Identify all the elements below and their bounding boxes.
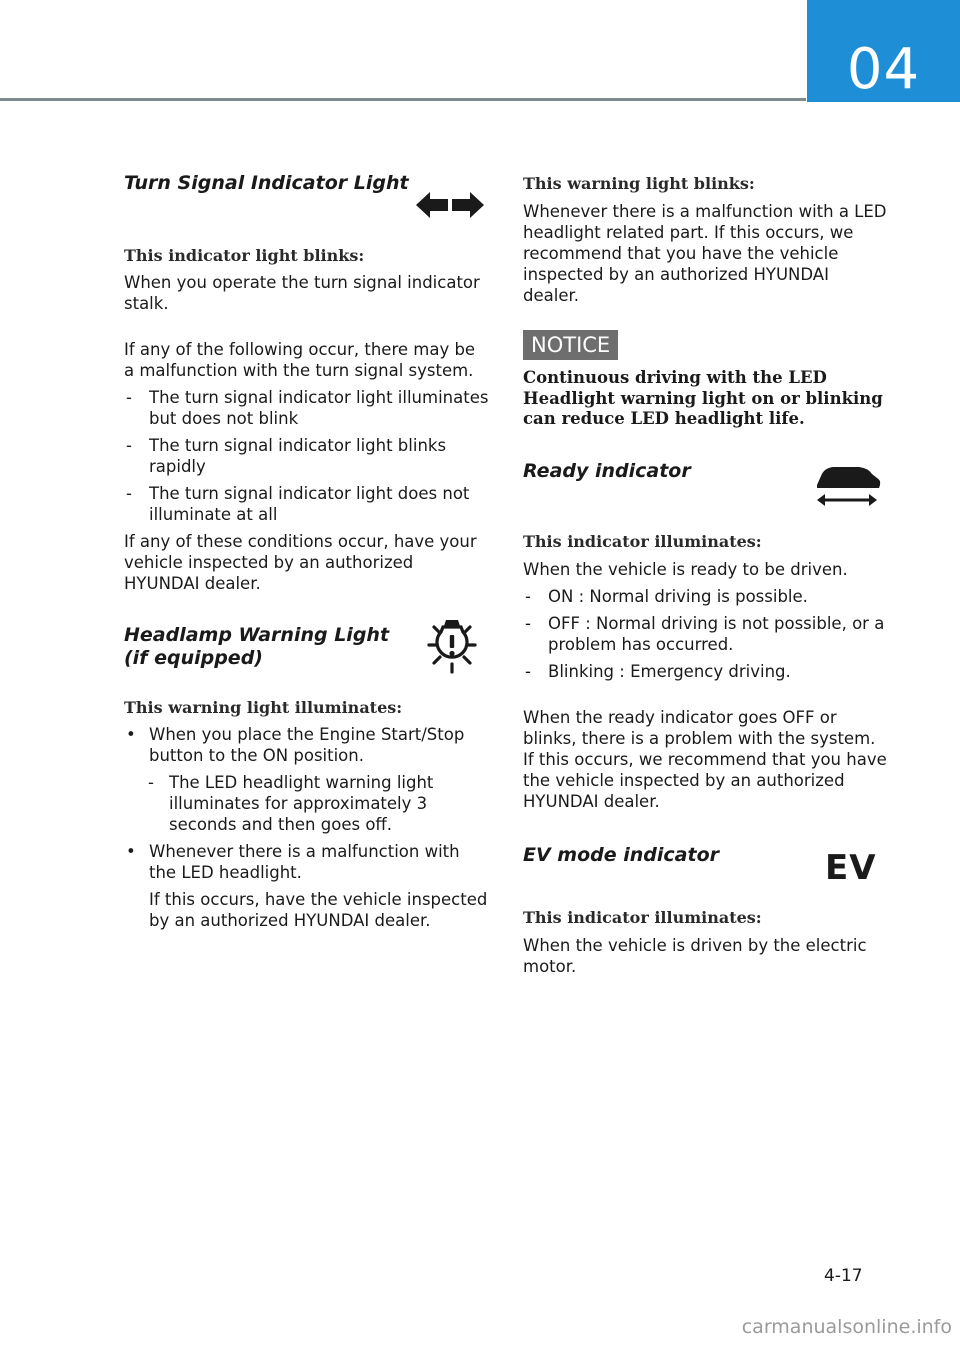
list-item: - The LED headlight warning light illuminates for approximately 3 seconds and then goes off. — [148, 773, 434, 834]
notice-label: NOTICE — [523, 330, 618, 360]
list-item: • When you place the Engine Start/Stop button to the ON position. — [126, 725, 465, 765]
right-column — [523, 174, 889, 977]
ready-section — [523, 460, 889, 524]
list-item: - The turn signal indicator light blinks rapidly — [126, 436, 447, 476]
headlamp-note: If this occurs, have the vehicle inspected by an authorized HYUNDAI dealer. — [149, 890, 488, 930]
list-item: - The turn signal indicator light does not illuminate at all — [126, 484, 470, 524]
list-item: - Blinking : Emergency driving. — [525, 661, 791, 681]
ev-mode-icon: EV — [825, 847, 877, 888]
ev-title: EV mode indicator — [523, 843, 719, 866]
turn-signal-paragraph-2: If any of the following occur, there may be a malfunction with the turn signal system. — [124, 340, 476, 380]
turn-signal-section — [124, 168, 490, 228]
turn-signal-subheading: This indicator light blinks: — [124, 246, 365, 265]
chapter-tab: 04 — [807, 0, 960, 102]
turn-signal-paragraph-1: When you operate the turn signal indicator stalk. — [124, 273, 480, 313]
blinks-paragraph: Whenever there is a malfunction with a LED headlight related part. If this occurs, we recommend that you have the vehicle inspected by an authorized HYUNDAI dealer. — [523, 202, 887, 305]
turn-signal-title: Turn Signal Indicator Light — [124, 172, 409, 194]
ready-title: Ready indicator — [523, 459, 691, 482]
ev-section — [523, 844, 889, 906]
ev-paragraph: When the vehicle is driven by the electric motor. — [523, 935, 867, 976]
watermark: carmanualsonline.info — [741, 1316, 952, 1338]
headlamp-subheading: This warning light illuminates: — [124, 698, 403, 717]
ready-paragraph-2: When the ready indicator goes OFF or blinks, there is a problem with the system. If this occurs, we recommend that you have the vehicle inspected by an authorized HYUNDAI dealer. — [523, 707, 887, 811]
page-number: 4-17 — [824, 1266, 863, 1286]
ready-subheading: This indicator illuminates: — [523, 531, 762, 551]
notice-text: Continuous driving with the LED Headlight warning light on or blinking can reduce LED headlight life. — [523, 368, 883, 428]
ready-paragraph-1: When the vehicle is ready to be driven. — [523, 559, 848, 579]
list-item: - OFF : Normal driving is not possible, or a problem has occurred. — [525, 613, 885, 654]
headlamp-title-line1: Headlamp Warning Light — [124, 624, 390, 646]
blinks-subheading: This warning light blinks: — [523, 174, 755, 193]
ev-subheading: This indicator illuminates: — [523, 907, 762, 927]
turn-signal-arrows-icon — [416, 190, 484, 224]
header-rule — [0, 98, 806, 101]
list-item: • Whenever there is a malfunction with the LED headlight. — [126, 842, 460, 882]
headlamp-warning-icon — [424, 616, 480, 678]
notice-box — [523, 330, 889, 430]
headlamp-section — [124, 624, 490, 686]
ready-car-icon — [811, 458, 883, 512]
list-item: - The turn signal indicator light illuminates but does not blink — [126, 388, 489, 428]
headlamp-title-line2: (if equipped) — [124, 647, 263, 669]
left-column — [124, 168, 490, 931]
turn-signal-paragraph-3: If any of these conditions occur, have your vehicle inspected by an authorized HYUNDAI dealer. — [124, 532, 477, 593]
list-item: - ON : Normal driving is possible. — [525, 586, 808, 606]
